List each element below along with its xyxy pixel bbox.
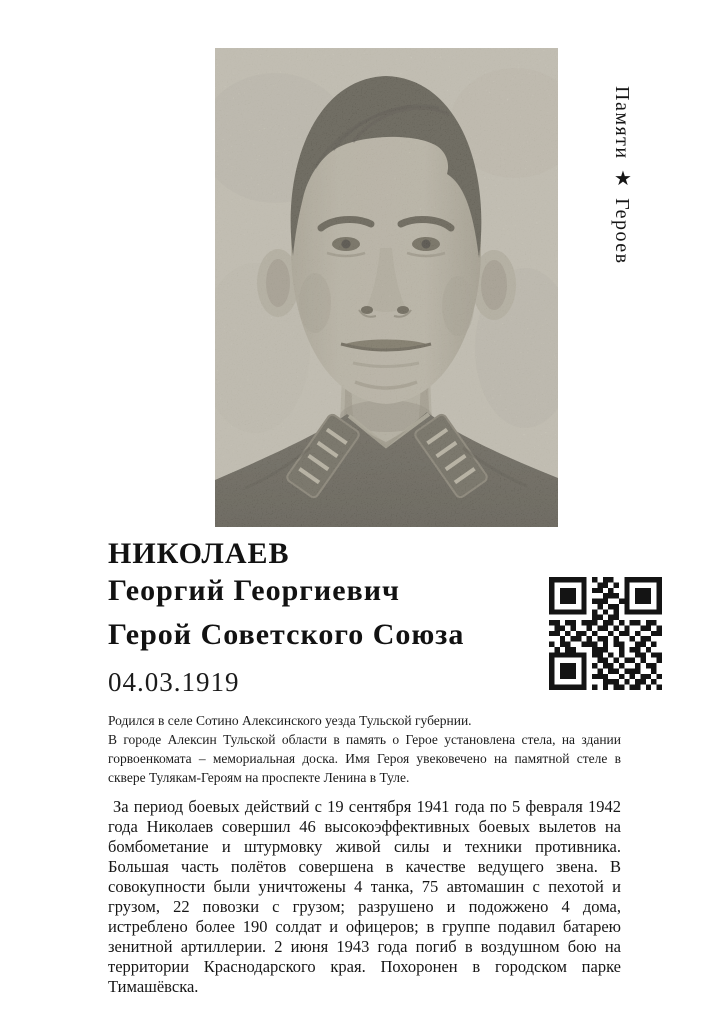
hero-surname-heading: НИКОЛАЕВ — [108, 537, 290, 570]
side-caption: Памяти ★ Героев — [611, 86, 633, 265]
honor-title-heading: Герой Советского Союза — [108, 618, 465, 651]
portrait-photo-graphic — [215, 48, 558, 527]
combat-record — [108, 797, 621, 997]
combat-record-paragraph: За период боевых действий с 19 сентября 1941 года по 5 февраля 1942 года Николаев совершил 46 высокоэффективных боевых вылетов на бомбометание и штурмовку живой силы и техники противника. Большая часть полётов совершена в качестве ведущего звена. В совокупности были уничтожены 4 танка, 75 автомашин с пехотой и грузом, 22 повозки с грузом; разрушено и подожжено 4 дома, истреблено более 190 солдат и офицеров; в группе подавил батарею зенитной артиллерии. 2 июня 1943 года погиб в воздушном бою на территории Краснодарского края. Похоронен в городском парке Тимашёвска. — [108, 797, 621, 996]
qr-code-icon — [549, 577, 662, 690]
memorial-note-line: Родился в селе Сотино Алексинского уезда Тульской губернии. — [108, 713, 472, 728]
hero-given-names-heading: Георгий Георгиевич — [108, 574, 400, 607]
memorial-note — [108, 711, 621, 787]
portrait-photo — [215, 48, 558, 527]
birth-date: 04.03.1919 — [108, 667, 240, 697]
qr-code — [549, 577, 662, 690]
memorial-note-rest: В городе Алексин Тульской области в память о Герое установлена стела, на здании горвоенкомата – мемориальная доска. Имя Героя увековечено на памятной стеле в сквере Тулякам-Героям на проспекте Ленина в Туле. — [108, 732, 621, 785]
